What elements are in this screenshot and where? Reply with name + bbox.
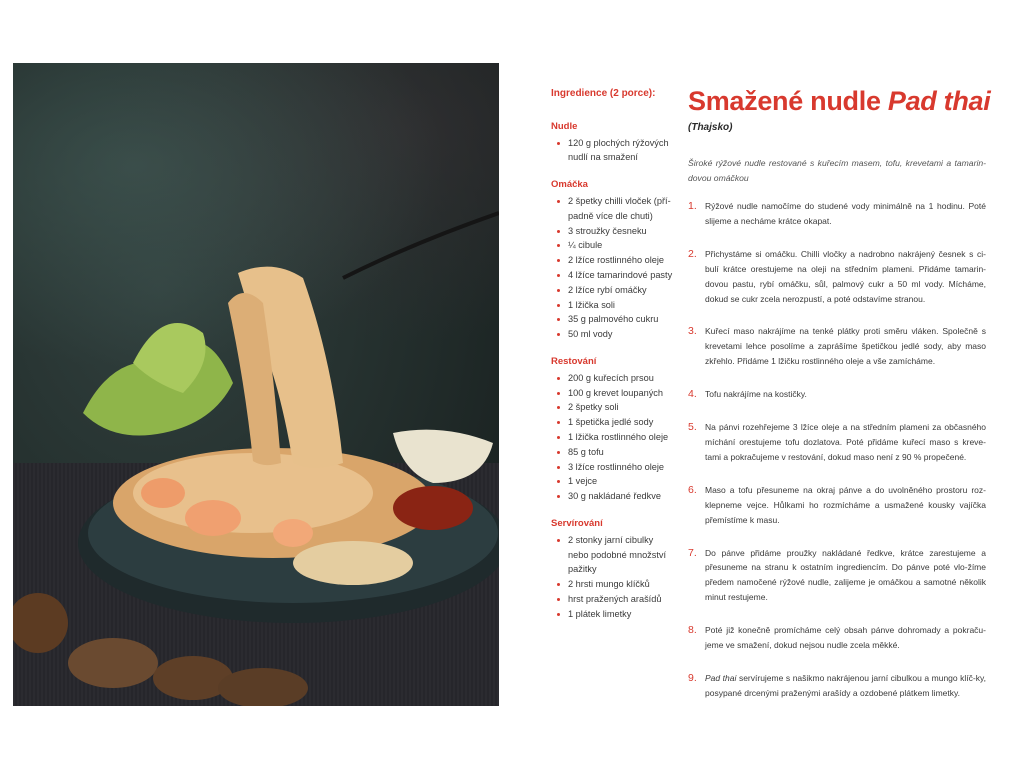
ingredient-list-omacka [551,194,673,342]
ingredient-item: 4 lžíce tamarindové pasty [551,268,673,283]
ingredient-item: 2 špetky chilli vloček (pří- [551,194,673,209]
dish-photo [13,63,499,706]
step-number: 9. [688,671,697,684]
ingredient-item: 1 lžička soli [551,298,673,313]
recipe-step [688,199,986,229]
step-number: 7. [688,546,697,559]
ingredient-item: 85 g tofu [551,445,673,460]
ingredient-item: 1 vejce [551,474,673,489]
step-number: 2. [688,247,697,260]
recipe-step [688,324,986,369]
recipe-step [688,623,986,653]
ingredient-item: 120 g plochých rýžových [551,136,673,151]
recipe-step [688,420,986,465]
section-title-omacka: Omáčka [551,179,588,191]
recipe-step [688,546,986,606]
recipe-title [688,84,991,118]
step-number: 3. [688,325,697,338]
ingredient-item: 2 stonky jarní cibulky [551,533,673,548]
ingredient-item-continuation: pažitky [568,564,597,575]
step-text: Do pánve přidáme proužky nakládané ředkve, krátce zarestujeme a přesuneme na stranu k ostatním ingrediencím. Do pánve poté vlo-žíme předem namočené rýžové nudle, zalijeme je omáčkou a samotné několik minut restujeme. [705,547,986,603]
recipe-title-plain: Smažené nudle [688,86,888,116]
step-text: Tofu nakrájíme na kostičky. [705,389,807,400]
ingredient-list-nudle [551,136,673,166]
recipe-step [688,671,986,701]
ingredient-item-continuation: nebo podobné množství [568,549,667,560]
ingredient-list-servirovani [551,533,673,622]
ingredient-item: 100 g krevet loupaných [551,386,673,401]
step-number: 8. [688,624,697,637]
ingredient-item: 3 stroužky česneku [551,224,673,239]
recipe-step [688,247,986,307]
step-number: 1. [688,200,697,212]
step-text: Rýžové nudle namočíme do studené vody minimálně na 1 hodinu. Poté slijeme a necháme krátce okapat. [705,201,986,226]
recipe-step [688,483,986,528]
section-title-servirovani: Servírování [551,517,603,529]
ingredient-item: 1 plátek limetky [551,607,673,622]
step-text: Kuřecí maso nakrájíme na tenké plátky proti směru vláken. Společně s krevetami lehce posolíme a zaprášíme špetičkou jedlé sody, aby maso zkřehlo. Přidáme 1 lžičku rostlinného oleje a vše zamícháme. [705,326,986,367]
section-title-restovani: Restování [551,355,597,367]
ingredient-item: 2 špetky soli [551,400,673,415]
step-text: Na pánvi rozehřejeme 3 lžíce oleje a na středním plameni za občasného míchání orestujeme tofu dozlatova. Poté přidáme kuřecí maso s kreve-tami a pokračujeme v restování, dokud maso není z 90 % propečené. [705,422,986,462]
recipe-step [688,387,986,402]
recipe-steps [688,199,986,701]
step-number: 5. [688,421,697,434]
ingredient-item: 200 g kuřecích prsou [551,371,673,386]
ingredient-item: hrst pražených arašídů [551,592,673,607]
ingredients-title: Ingredience (2 porce): [551,88,656,99]
ingredient-item-continuation: nudlí na smažení [568,152,638,163]
recipe-title-italic: Pad thai [887,86,991,116]
ingredient-item: 2 lžíce rybí omáčky [551,283,673,298]
step-text: servírujeme s našikmo nakrájenou jarní cibulkou a mungo klíč-ky, posypané drcenými praženými arašídy a ozdobené plátkem limetky. [705,672,986,698]
step-text-italic: Pad thai [705,672,737,683]
pad-thai-illustration [13,63,499,706]
ingredient-item: 1 lžička rostlinného oleje [551,430,673,445]
recipe-main [688,84,991,701]
ingredient-item: 2 lžíce rostlinného oleje [551,253,673,268]
ingredient-item-continuation: padně více dle chuti) [568,210,653,221]
ingredient-item: 50 ml vody [551,327,673,342]
ingredient-list-restovani [551,371,673,504]
step-number: 6. [688,483,697,496]
section-title-nudle: Nudle [551,120,578,132]
ingredient-item: 2 hrsti mungo klíčků [551,577,673,592]
ingredients-panel [551,87,673,635]
recipe-origin: (Thajsko) [688,122,733,133]
step-text: Maso a tofu přesuneme na okraj pánve a do uvolněného prostoru roz-klepneme vejce. Hůlkami ho rozmícháme a usmažené kousky vajíčka přemístíme k masu. [705,484,986,525]
step-text: Přichystáme si omáčku. Chilli vločky a nadrobno nakrájený česnek s ci-bulí krátce orestujeme na oleji na středním plameni. Přidáme tamarin-dovou pastu, rybí omáčku, sůl, palmový cukr a 50 ml vody. Mícháme, dokud se cukr zcela nerozpustí, a poté odstavíme stranou. [705,248,986,304]
ingredient-item: ¼ cibule [551,238,673,253]
step-number: 4. [688,388,697,401]
ingredient-item: 35 g palmového cukru [551,312,673,327]
ingredient-item: 1 špetička jedlé sody [551,415,673,430]
step-text: Poté již konečně promícháme celý obsah pánve dohromady a pokraču-jeme ve smažení, dokud nejsou nudle zcela měkké. [705,625,986,651]
ingredient-item: 30 g nakládané ředkve [551,489,673,504]
recipe-intro: Široké rýžové nudle restované s kuřecím masem, tofu, krevetami a tamarin-dovou omáčkou [688,158,986,183]
ingredient-item: 3 lžíce rostlinného oleje [551,460,673,475]
